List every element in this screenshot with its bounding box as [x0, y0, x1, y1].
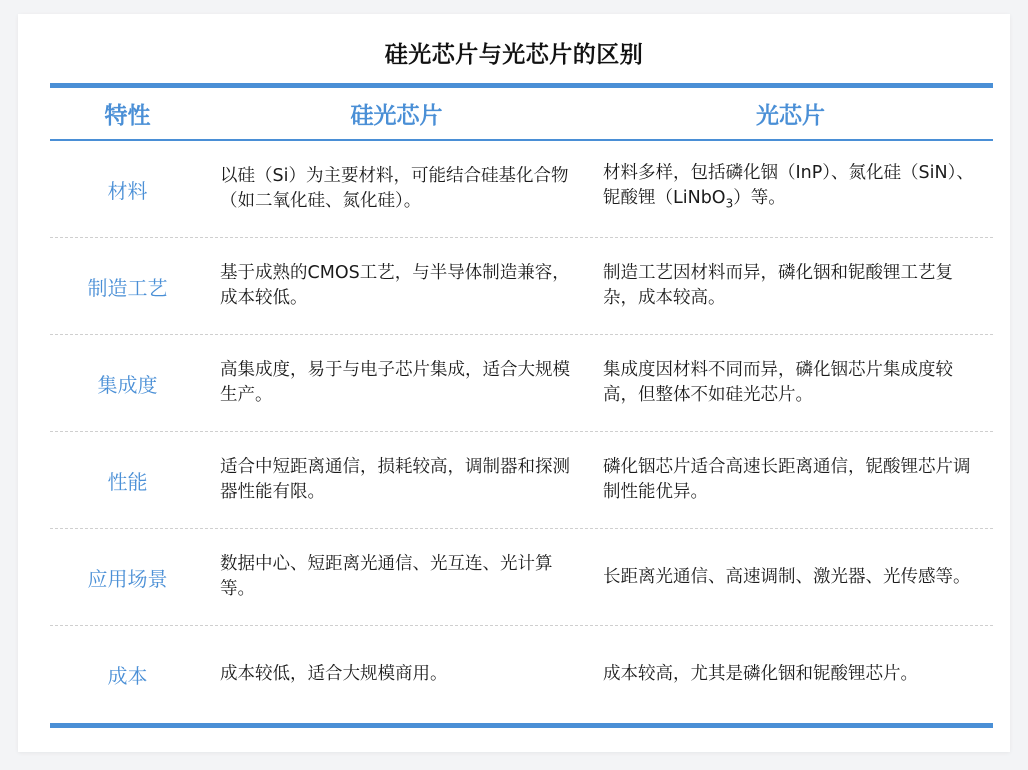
header-silicon-photonic-chip: 硅光芯片: [350, 103, 443, 129]
page-title: 硅光芯片与光芯片的区别: [384, 42, 644, 68]
row-label-integration: 集成度: [97, 372, 158, 397]
table-row: [50, 238, 993, 335]
subscript-3: 3: [725, 196, 734, 211]
optical-material-cell: [588, 161, 993, 217]
row-label-material: 材料: [107, 178, 148, 203]
silicon-integration-cell: 高集成度，易于与电子芯片集成，适合大规模生产。: [220, 360, 570, 405]
comparison-table: [50, 83, 993, 728]
table-row: [50, 432, 993, 529]
header-optical-chip: 光芯片: [756, 103, 825, 129]
row-label-applications: 应用场景: [87, 566, 168, 591]
optical-material-text-end: ）等。: [733, 188, 786, 209]
optical-cost-cell: 成本较高，尤其是磷化铟和铌酸锂芯片。: [603, 664, 918, 684]
silicon-material-cell: 以硅（Si）为主要材料，可能结合硅基化合物（如二氧化硅、氮化硅）。: [220, 166, 569, 211]
row-label-cost: 成本: [107, 664, 148, 688]
table-row: [50, 335, 993, 432]
silicon-process-cell: 基于成熟的CMOS工艺，与半导体制造兼容，成本较低。: [220, 263, 570, 308]
optical-material-text: 材料多样，包括磷化铟（InP）、氮化硅（SiN）、铌酸锂（LiNbO: [603, 163, 974, 209]
table-bottom-rule: [50, 723, 993, 728]
row-label-performance: 性能: [107, 469, 148, 494]
header-feature: 特性: [104, 103, 151, 129]
silicon-cost-cell: 成本较低，适合大规模商用。: [220, 664, 448, 684]
table-header: [50, 88, 993, 141]
optical-performance-cell: 磷化铟芯片适合高速长距离通信，铌酸锂芯片调制性能优异。: [603, 457, 971, 502]
comparison-card: [18, 14, 1010, 752]
table-row: [50, 529, 993, 626]
table-row: [50, 626, 993, 723]
table-row: [50, 141, 993, 238]
row-label-process: 制造工艺: [87, 275, 168, 300]
silicon-applications-cell: 数据中心、短距离光通信、光互连、光计算等。: [220, 554, 553, 599]
optical-integration-cell: 集成度因材料不同而异，磷化铟芯片集成度较高，但整体不如硅光芯片。: [603, 360, 953, 405]
silicon-performance-cell: 适合中短距离通信，损耗较高，调制器和探测器性能有限。: [220, 457, 570, 502]
optical-process-cell: 制造工艺因材料而异，磷化铟和铌酸锂工艺复杂，成本较高。: [603, 263, 953, 308]
optical-applications-cell: 长距离光通信、高速调制、激光器、光传感等。: [603, 566, 971, 587]
